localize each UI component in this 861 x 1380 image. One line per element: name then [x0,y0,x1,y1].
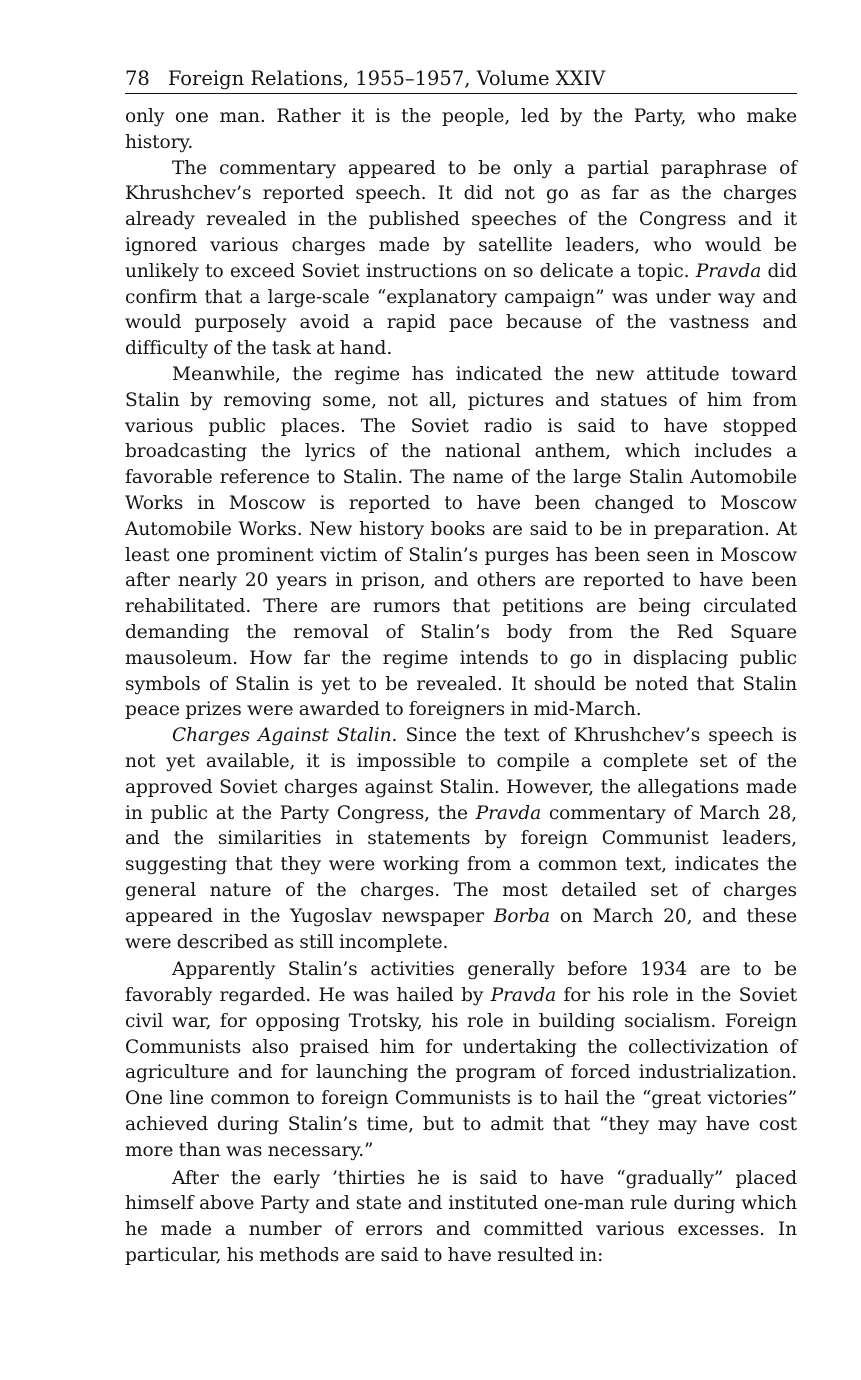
page-number: 78 [125,67,150,90]
section-heading-charges: Charges Against Stalin. [172,725,398,747]
body-text [125,104,797,1269]
publication-name-pravda: Pravda [475,802,542,824]
paragraph-text: commentary of March 28, and the similarities in statements by foreign Communist leaders, suggesting that they were working from a common text, indicates the general nature of the charges. The most detailed set of charges appeared in the Yugoslav newspaper [125,802,798,927]
publication-name-pravda: Pravda [695,260,762,282]
publication-name-pravda: Pravda [490,985,557,1007]
running-title: Foreign Relations, 1955–1957, Volume XXIV [167,67,606,90]
running-header [125,66,797,94]
document-page [125,66,797,1269]
paragraph-charges [125,723,797,955]
paragraph-apparently [125,957,797,1163]
paragraph-text: Apparently Stalin’s activities generally before 1934 are to be favorably regarded. He was hailed by [125,959,797,1007]
paragraph-text: did confirm that a large-scale “explanatory campaign” was under way and would purposely avoid a rapid pace because of the vastness and difficulty of the task at hand. [125,260,797,360]
paragraph-text: After the early ’thirties he is said to have “gradually” placed himself above Party and state and instituted one-man rule during which he made a number of errors and committed various excesses. In particular, his methods are said to have resulted in: [125,1167,797,1267]
paragraph-text: Since the text of Khrushchev’s speech is not yet available, it is impossible to compile a complete set of the approved Soviet charges against Stalin. However, the allegations made in public at the Party Congress, the [125,725,797,824]
paragraph-text: for his role in the Soviet civil war, for opposing Trotsky, his role in building socialism. Foreign Communists also praised him for undertaking the collectivization of agriculture and for launching the program of forced industrialization. One line common to foreign Communists is to hail the “great victories” achieved during Stalin’s time, but to admit that “they may have cost more than was necessary.” [125,985,797,1161]
paragraph-continuation [125,104,797,156]
paragraph-commentary [125,156,797,362]
paragraph-text: only one man. Rather it is the people, led by the Party, who make history. [125,106,797,153]
paragraph-meanwhile [125,362,797,723]
paragraph-text: on March 20, and these were described as still incomplete. [125,905,797,953]
publication-name-borba: Borba [493,905,551,927]
paragraph-text: Meanwhile, the regime has indicated the new attitude toward Stalin by removing some, not all, pictures and statues of him from various public places. The Soviet radio is said to have stopped broadcasting the lyrics of the national anthem, which includes a favorable reference to Stalin. The name of the large Stalin Automobile Works in Moscow is reported to have been changed to Moscow Automobile Works. New history books are said to be in preparation. At least one prominent victim of Stalin’s purges has been seen in Moscow after nearly 20 years in prison, and others are reported to have been rehabilitated. There are rumors that petitions are being circulated demanding the removal of Stalin’s body from the Red Square mausoleum. How far the regime intends to go in displacing public symbols of Stalin is yet to be revealed. It should be noted that Stalin peace prizes were awarded to foreigners in mid-March. [125,363,797,721]
paragraph-after [125,1166,797,1269]
paragraph-text: The commentary appeared to be only a partial paraphrase of Khrushchev’s reported speech. It did not go as far as the charges already revealed in the published speeches of the Congress and it ignored various charges made by satellite leaders, who would be unlikely to exceed Soviet instructions on so delicate a topic. [125,157,797,282]
